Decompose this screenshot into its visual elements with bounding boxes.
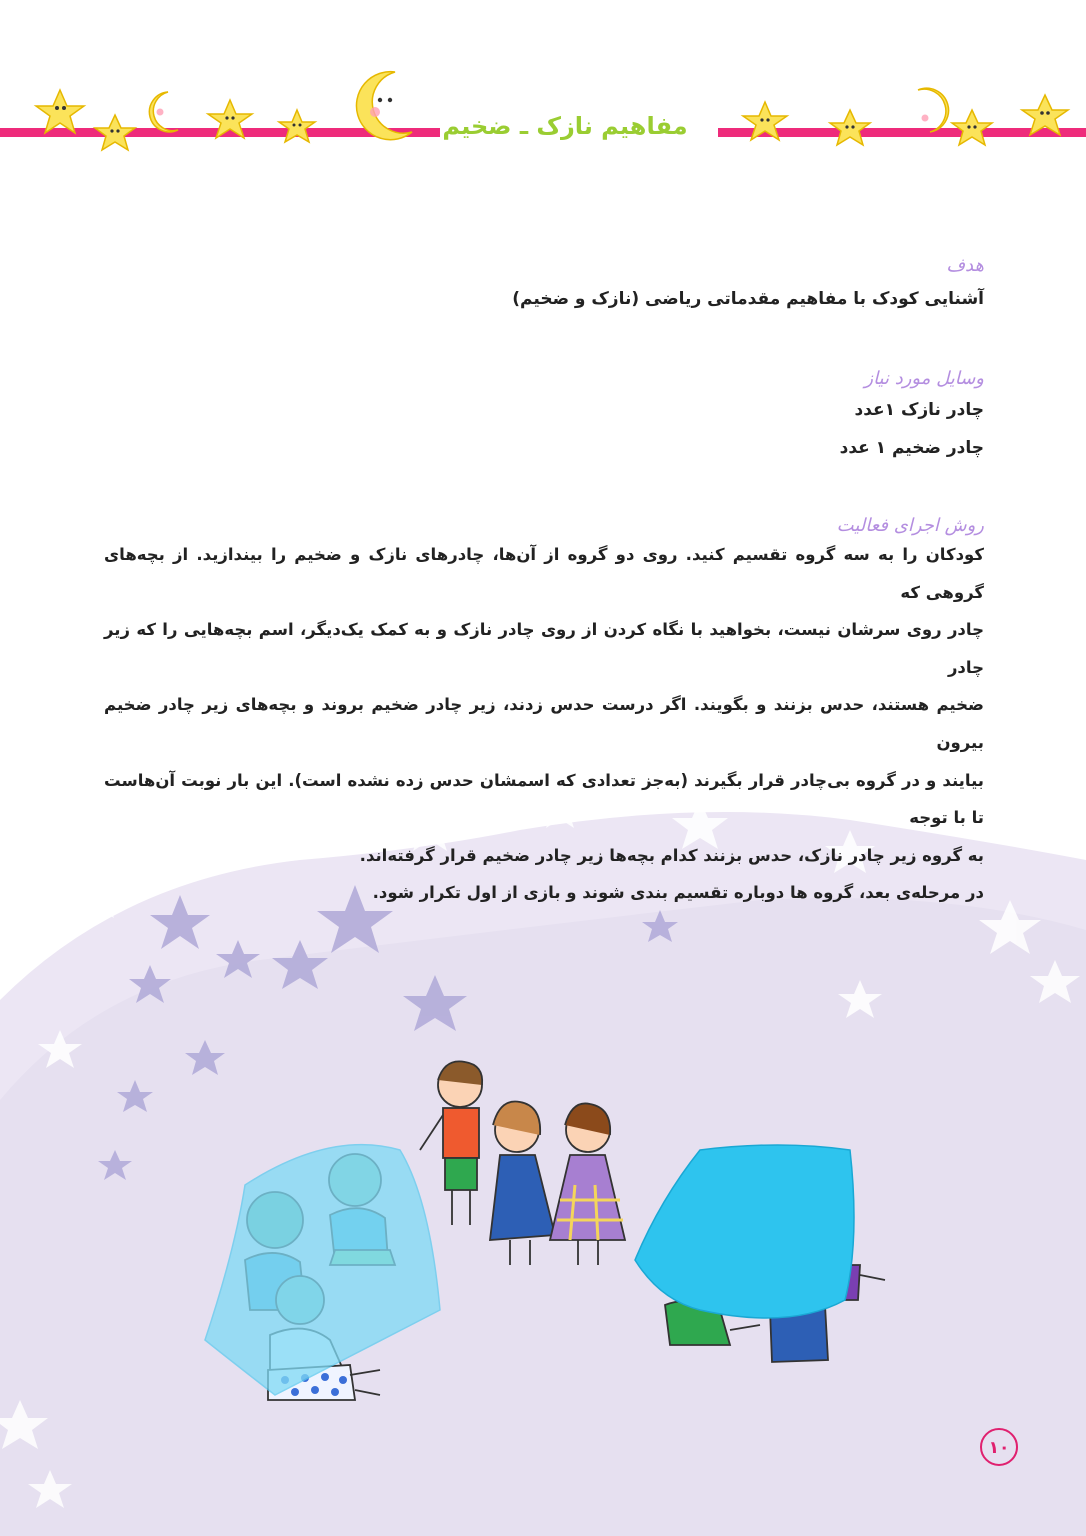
material-item: چادر ضخیم ۱ عدد xyxy=(839,438,984,458)
method-line: به گروه زیر چادر نازک، حدس بزنند کدام بچه‌ها زیر چادر ضخیم قرار گرفته‌اند. xyxy=(359,845,984,865)
thin-cloth xyxy=(205,1145,440,1395)
method-line: چادر روی سرشان نیست، بخواهید با نگاه کردن از روی چادر نازک و به کمک یک‌دیگر، اسم بچه‌هایی را که زیر چادر xyxy=(104,620,984,677)
goal-heading: هدف xyxy=(946,255,984,276)
page-number: ۱۰ xyxy=(980,1428,1018,1466)
method-line: کودکان را به سه گروه تقسیم کنید. روی دو گروه از آن‌ها، چادرهای نازک و ضخیم را بیندازید. از بچه‌های گروهی که xyxy=(104,545,984,602)
method-line: بیایند و در گروه بی‌چادر قرار بگیرند (به‌جز تعدادی که اسمشان حدس زده نشده است). این بار نوبت آن‌هاست تا با توجه xyxy=(104,770,984,828)
materials-heading: وسایل مورد نیاز xyxy=(864,368,984,389)
page-title: مفاهیم نازک ـ ضخیم xyxy=(442,112,688,140)
method-line: ضخیم هستند، حدس بزنند و بگویند. اگر درست حدس زدند، زیر چادر ضخیم بروند و بچه‌های زیر چادر ضخیم بیرون xyxy=(104,695,984,752)
thick-cloth xyxy=(635,1145,854,1318)
material-item: چادر نازک ۱عدد xyxy=(854,400,984,420)
method-heading: روش اجرای فعالیت xyxy=(836,515,984,536)
standing-children xyxy=(420,1061,625,1265)
goal-text: آشنایی کودک با مفاهیم مقدماتی ریاضی (نازک و ضخیم) xyxy=(512,289,984,309)
method-line: در مرحله‌ی بعد، گروه ها دوباره تقسیم بندی شوند و بازی از اول تکرار شود. xyxy=(372,883,984,903)
